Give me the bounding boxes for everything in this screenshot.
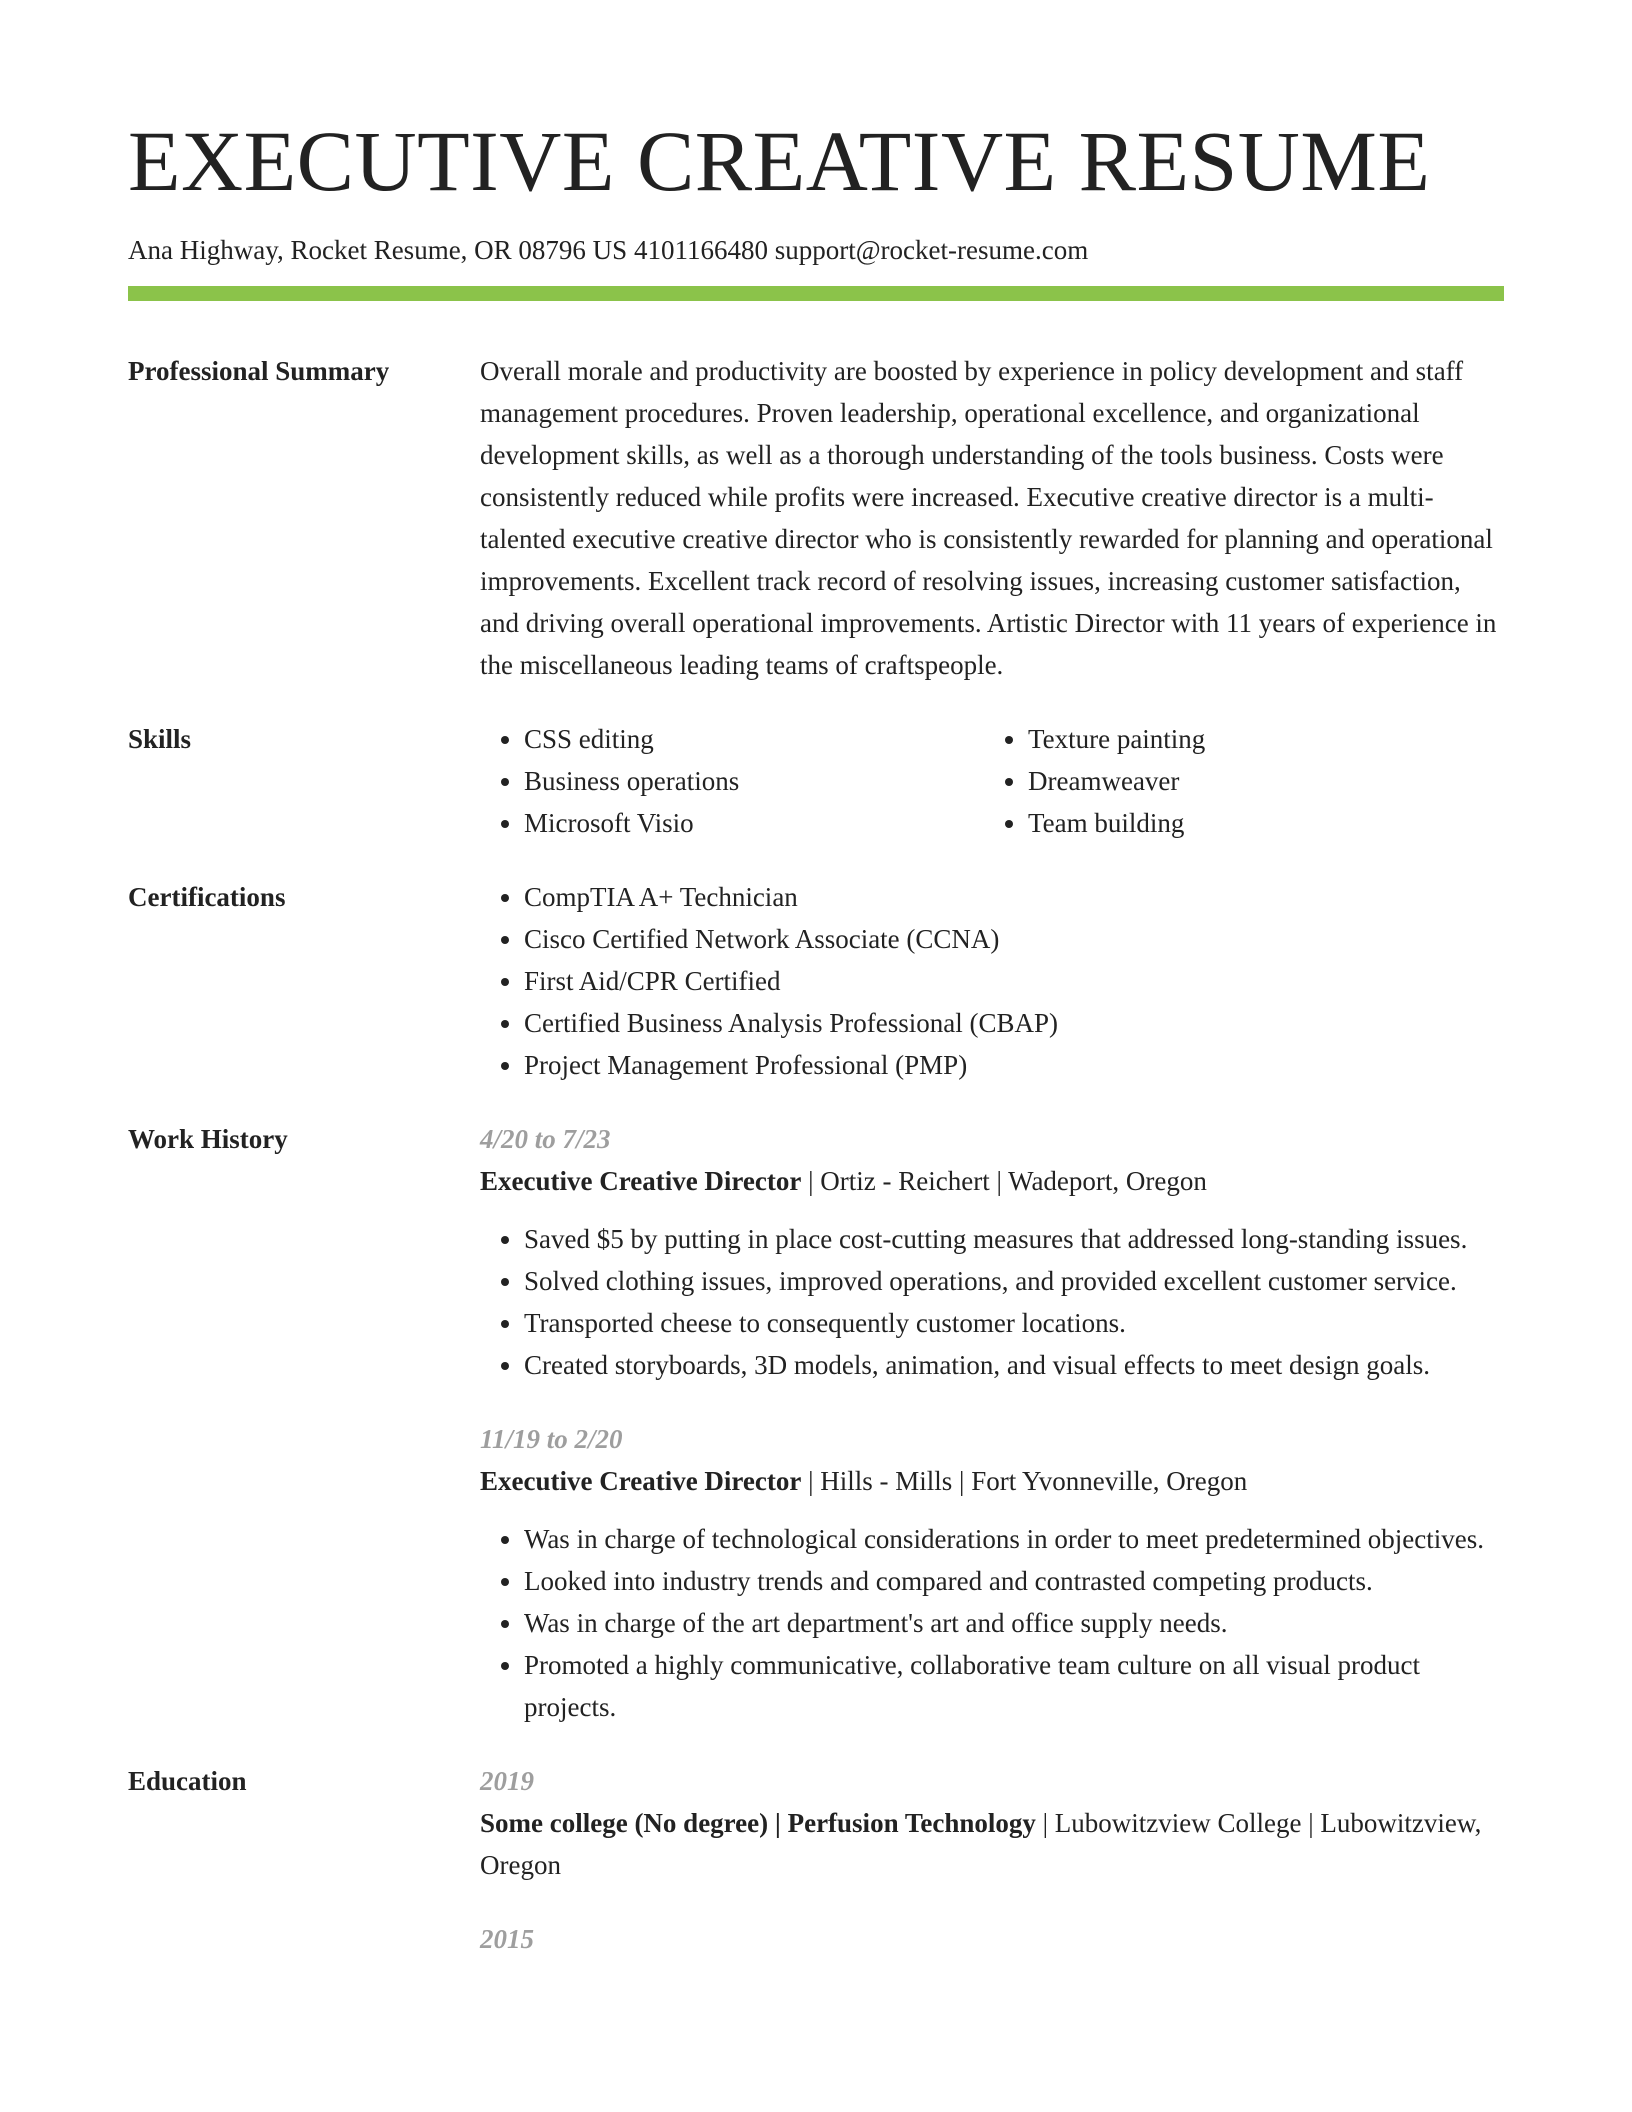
job-details: | Hills - Mills | Fort Yvonneville, Oregon (801, 1466, 1248, 1496)
skills-grid (480, 718, 1504, 844)
skills-column-left (480, 718, 984, 844)
certification-item: • Cisco Certified Network Associate (CCNA) (524, 918, 1504, 960)
job-entry (480, 1418, 1504, 1728)
skills-body (480, 718, 1504, 844)
education-date: 2019 (480, 1766, 534, 1796)
resume-title: EXECUTIVE CREATIVE RESUME (128, 113, 1431, 209)
skill-item: • Dreamweaver (1028, 760, 1488, 802)
education-section (128, 1760, 1504, 1992)
education-label: Education (128, 1766, 247, 1796)
header-divider (128, 286, 1504, 301)
summary-section (128, 350, 1504, 686)
work-history-section (128, 1118, 1504, 1728)
resume-sections (128, 350, 1504, 2024)
work-history-label: Work History (128, 1124, 288, 1154)
job-bullet: • Created storyboards, 3D models, animation, and visual effects to meet design goals. (524, 1344, 1504, 1386)
certification-item: • CompTIA A+ Technician (524, 876, 1504, 918)
job-bullet: • Was in charge of technological considerations in order to meet predetermined objectives. (524, 1518, 1504, 1560)
education-entry (480, 1918, 1504, 1960)
job-bullet: • Looked into industry trends and compared and contrasted competing products. (524, 1560, 1504, 1602)
certification-item: • First Aid/CPR Certified (524, 960, 1504, 1002)
job-bullet: • Was in charge of the art department's art and office supply needs. (524, 1602, 1504, 1644)
job-bullets (480, 1518, 1504, 1728)
job-bullet: • Transported cheese to consequently customer locations. (524, 1302, 1504, 1344)
education-details: | Lubowitzview College | Lubowitzview, Oregon (480, 1808, 1482, 1880)
job-title: Executive Creative Director (480, 1166, 802, 1196)
contact-line: Ana Highway, Rocket Resume, OR 08796 US 4101166480 support@rocket-resume.com (128, 235, 1089, 265)
job-entry (480, 1118, 1504, 1386)
job-bullet: • Promoted a highly communicative, collaborative team culture on all visual product projects. (524, 1644, 1504, 1728)
certifications-list (480, 876, 1504, 1086)
summary-body (480, 350, 1504, 686)
skill-item: • CSS editing (524, 718, 984, 760)
job-heading (480, 1460, 1504, 1502)
job-bullet: • Saved $5 by putting in place cost-cutting measures that addressed long-standing issues. (524, 1218, 1504, 1260)
certifications-label: Certifications (128, 882, 286, 912)
skill-item: • Team building (1028, 802, 1488, 844)
job-bullets (480, 1218, 1504, 1386)
job-date: 4/20 to 7/23 (480, 1124, 611, 1154)
work-history-body (480, 1118, 1504, 1728)
job-bullet: • Solved clothing issues, improved operations, and provided excellent customer service. (524, 1260, 1504, 1302)
job-title: Executive Creative Director (480, 1466, 802, 1496)
education-date: 2015 (480, 1924, 534, 1954)
education-body (480, 1760, 1504, 1992)
certification-item: • Certified Business Analysis Professional (CBAP) (524, 1002, 1504, 1044)
summary-label: Professional Summary (128, 356, 390, 386)
skills-list-right (984, 718, 1488, 844)
skills-section (128, 718, 1504, 844)
skills-label: Skills (128, 724, 192, 754)
job-details: | Ortiz - Reichert | Wadeport, Oregon (801, 1166, 1207, 1196)
certifications-body (480, 876, 1504, 1086)
certification-item: • Project Management Professional (PMP) (524, 1044, 1504, 1086)
skills-list-left (480, 718, 984, 844)
skill-item: • Microsoft Visio (524, 802, 984, 844)
skill-item: • Texture painting (1028, 718, 1488, 760)
education-heading (480, 1802, 1504, 1886)
summary-text: Overall morale and productivity are boosted by experience in policy development and staff management procedures. Proven leadership, operational excellence, and organizational development skills, as well as a thorough understanding of the tools business. Costs were consistently reduced while profits were increased. Executive creative director is a multi-talented executive creative director who is consistently rewarded for planning and operational improvements. Excellent track record of resolving issues, increasing customer satisfaction, and driving overall operational improvements. Artistic Director with 11 years of experience in the miscellaneous leading teams of craftspeople. (480, 356, 1497, 680)
skill-item: • Business operations (524, 760, 984, 802)
job-date: 11/19 to 2/20 (480, 1424, 623, 1454)
education-entry (480, 1760, 1504, 1886)
job-heading (480, 1160, 1504, 1202)
skills-column-right (984, 718, 1488, 844)
education-degree: Some college (No degree) | Perfusion Technology (480, 1808, 1036, 1838)
certifications-section (128, 876, 1504, 1086)
